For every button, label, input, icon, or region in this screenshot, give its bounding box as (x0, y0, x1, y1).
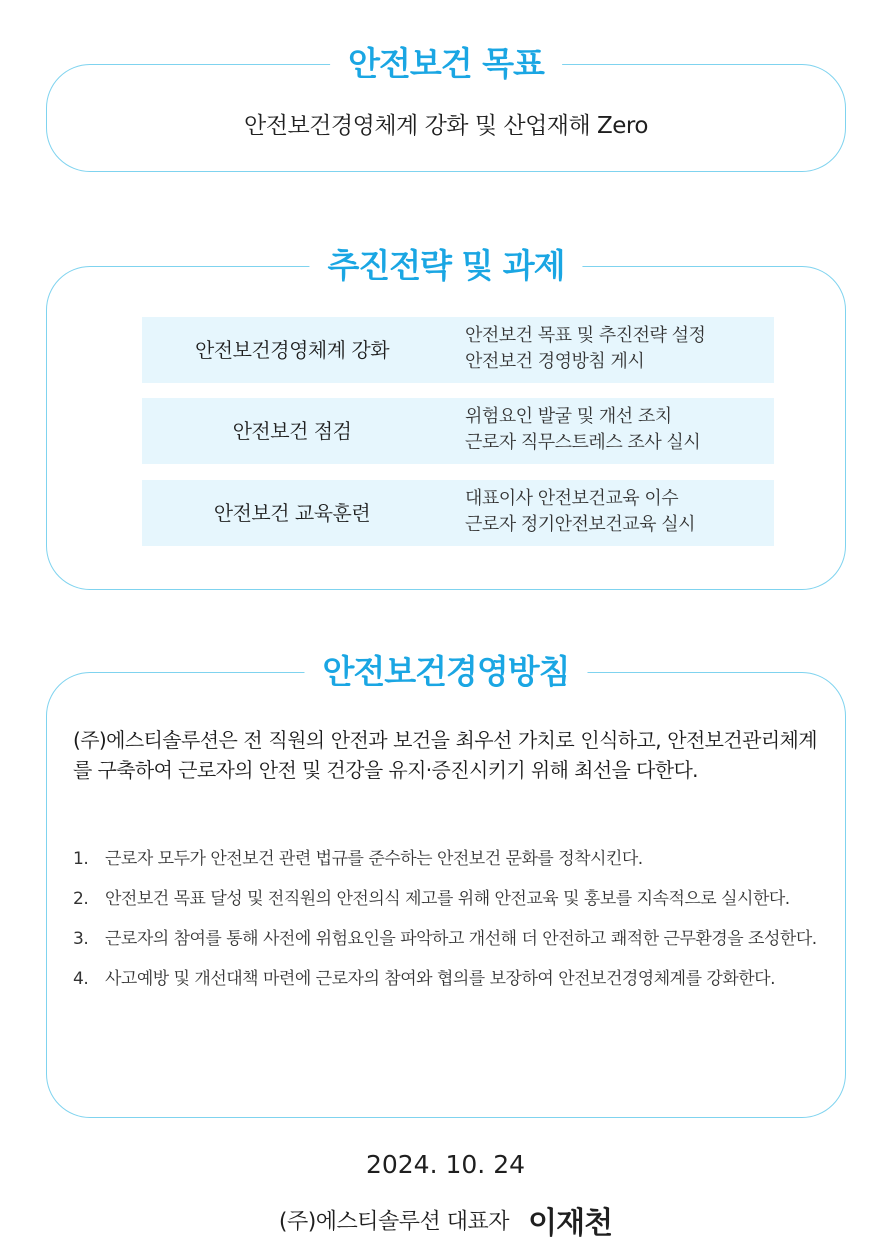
policy-intro: (주)에스티솔루션은 전 직원의 안전과 보건을 최우선 가치로 인식하고, 안전보건관리체계를 구축하여 근로자의 안전 및 건강을 유지·증진시키기 위해 최선을 다한다. (73, 728, 817, 782)
policy-item-number: 1. (73, 849, 89, 869)
strategy-row (142, 398, 774, 464)
strategy-task: 대표이사 안전보건교육 이수 (465, 488, 679, 509)
goal-section (46, 44, 846, 172)
strategy-task: 근로자 직무스트레스 조사 실시 (465, 432, 701, 453)
policy-item-number: 4. (73, 969, 89, 989)
strategy-task: 안전보건 목표 및 추진전략 설정 (465, 325, 706, 346)
strategy-task: 안전보건 경영방침 게시 (465, 351, 645, 372)
policy-item-number: 2. (73, 889, 89, 909)
strategy-name: 안전보건경영체계 강화 (194, 338, 390, 362)
policy-item-text: 사고예방 및 개선대책 마련에 근로자의 참여와 협의를 보장하여 안전보건경영체계를 강화한다. (105, 969, 775, 989)
policy-section (46, 652, 846, 1118)
policy-date: 2024. 10. 24 (365, 1150, 526, 1179)
policy-title: 안전보건경영방침 (304, 652, 587, 692)
policy-item-text: 근로자 모두가 안전보건 관련 법규를 준수하는 안전보건 문화를 정착시킨다. (105, 849, 643, 869)
policy-item (73, 885, 817, 914)
policy-list (73, 845, 817, 1005)
strategy-tasks (465, 323, 705, 375)
policy-item-text: 근로자의 참여를 통해 사전에 위험요인을 파악하고 개선해 더 안전하고 쾌적한 근무환경을 조성한다. (105, 929, 817, 949)
policy-item-text: 안전보건 목표 달성 및 전직원의 안전의식 제고를 위해 안전교육 및 홍보를 지속적으로 실시한다. (105, 889, 790, 909)
policy-item (73, 965, 817, 994)
company-representative: (주)에스티솔루션 대표자 (278, 1209, 510, 1235)
strategy-title: 추진전략 및 과제 (309, 246, 582, 286)
policy-item (73, 925, 817, 954)
strategy-row (142, 480, 774, 546)
strategy-task: 근로자 정기안전보건교육 실시 (465, 514, 695, 535)
policy-item-number: 3. (73, 929, 89, 949)
strategy-section (46, 246, 846, 590)
goal-title: 안전보건 목표 (330, 44, 562, 84)
strategy-task: 위험요인 발굴 및 개선 조치 (465, 406, 672, 427)
goal-text: 안전보건경영체계 강화 및 산업재해 Zero (244, 113, 648, 139)
policy-item (73, 845, 817, 874)
ceo-name: 이재천 (528, 1206, 613, 1241)
signature-line (0, 1198, 891, 1242)
strategy-row (142, 317, 774, 383)
strategy-tasks (465, 486, 695, 538)
strategy-name: 안전보건 교육훈련 (213, 501, 371, 525)
strategy-tasks (465, 404, 700, 456)
strategy-name: 안전보건 점검 (232, 419, 352, 443)
